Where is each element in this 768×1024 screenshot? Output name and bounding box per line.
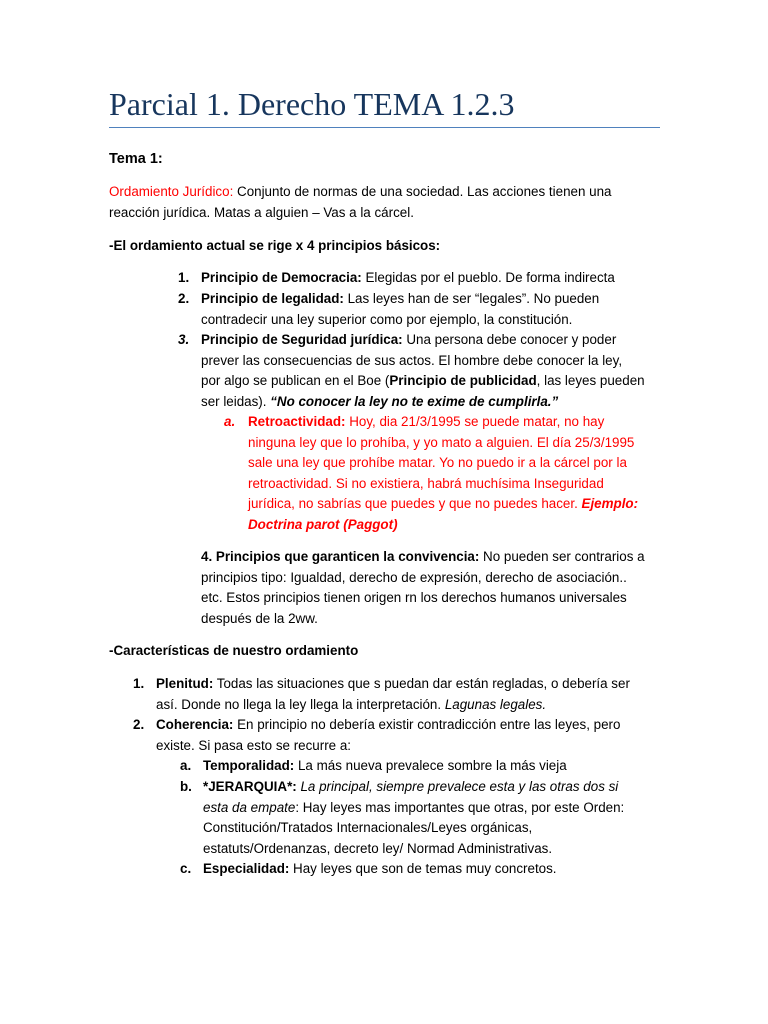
principio-term: Principio de legalidad:: [201, 291, 344, 306]
plenitud-term: Plenitud:: [156, 676, 214, 691]
principio-text: por algo se publican en el Boe (: [201, 373, 390, 389]
list-item: [201, 289, 599, 330]
coherencia-text: existe. Si pasa esto se recurre a:: [156, 737, 352, 753]
list-item: [203, 859, 557, 880]
list-item: [203, 756, 567, 777]
principio-text: Las leyes han de ser “legales”. No pueden: [343, 291, 600, 306]
jerarquia-term: *JERARQUIA*:: [203, 779, 297, 794]
retro-text: sale una ley que prohíbe matar. Yo no puedo ir a la cárcel por la: [248, 455, 627, 471]
principio-text: Una persona debe conocer y poder: [402, 332, 617, 347]
retro-text: ninguna ley que lo prohíba, y yo mato a alguien. El día 25/3/1995: [248, 434, 635, 450]
retro-text: jurídica, no sabrías que puedes y que no puedes hacer.: [248, 496, 582, 512]
list-item: [201, 268, 615, 289]
principios-heading: -El ordamiento actual se rige x 4 principios básicos:: [109, 238, 441, 253]
sub-text: La más nueva prevalece sombre la más vieja: [294, 758, 567, 773]
retroactividad-item: [248, 412, 638, 536]
coherencia-term: Coherencia:: [156, 717, 234, 732]
principio-term: Principio de Democracia:: [201, 270, 362, 285]
principio-term: Principio de Seguridad jurídica:: [201, 332, 403, 347]
ejemplo-label: Ejemplo:: [581, 496, 639, 512]
ordenamiento-term: Ordamiento Jurídico:: [109, 184, 234, 199]
plenitud-text: así. Donde no llega la ley llega la interpretación.: [156, 696, 445, 712]
sub-text: esta da empate: [203, 799, 296, 815]
list-number: 2.: [133, 717, 145, 732]
list-number: 1.: [178, 270, 190, 285]
sub-text: estatuts/Ordenanzas, decreto ley/ Normad Administrativas.: [203, 840, 553, 856]
list-item: [203, 777, 624, 859]
coherencia-text: En principio no debería existir contradicción entre las leyes, pero: [233, 717, 621, 732]
principio-term: 4. Principios que garanticen la convivencia:: [201, 549, 480, 564]
principio-text: después de la 2ww.: [201, 610, 318, 626]
principio-text: No pueden ser contrarios a: [479, 549, 645, 564]
plenitud-text: Todas las situaciones que s puedan dar están regladas, o debería ser: [213, 676, 630, 691]
list-number: 2.: [178, 291, 190, 306]
title-rule: [109, 127, 660, 128]
list-item: [156, 715, 620, 756]
list-letter: a.: [224, 414, 236, 429]
list-item: [156, 674, 630, 715]
retroactividad-term: Retroactividad:: [248, 414, 346, 429]
lagunas-text: Lagunas legales.: [444, 696, 547, 712]
section-heading-tema1: Tema 1:: [109, 151, 163, 167]
sub-text: Constitución/Tratados Internacionales/Leyes orgánicas,: [203, 820, 533, 836]
principio-text: Elegidas por el pueblo. De forma indirecta: [361, 270, 615, 285]
principio-text: etc. Estos principios tienen origen rn los derechos humanos universales: [201, 590, 627, 606]
quote-text: “No conocer la ley no te exime de cumplirla.”: [270, 393, 559, 409]
ordenamiento-text-2: reacción jurídica. Matas a alguien – Vas a la cárcel.: [109, 204, 414, 220]
especialidad-term: Especialidad:: [203, 861, 290, 876]
retro-text: retroactividad. Si no existiera, habrá muchísima Inseguridad: [248, 475, 604, 491]
caracteristicas-heading: -Características de nuestro ordamiento: [109, 643, 359, 658]
ordenamiento-text-1: Conjunto de normas de una sociedad. Las acciones tienen una: [233, 184, 612, 199]
list-number: 1.: [133, 676, 145, 691]
principio-4-item: [201, 547, 645, 629]
list-letter: c.: [180, 861, 192, 876]
principio-text: prever las consecuencias de sus actos. El hombre debe conocer la ley,: [201, 352, 623, 368]
ejemplo-text: Doctrina parot (Paggot): [248, 516, 398, 532]
temporalidad-term: Temporalidad:: [203, 758, 295, 773]
retro-text: Hoy, dia 21/3/1995 se puede matar, no hay: [345, 414, 605, 429]
list-number: 3.: [178, 332, 190, 347]
publicidad-term: Principio de publicidad: [389, 373, 537, 389]
list-letter: b.: [180, 779, 192, 794]
list-item: [201, 330, 645, 412]
sub-text: : Hay leyes mas importantes que otras, por este Orden:: [295, 799, 625, 815]
principio-text: , las leyes pueden: [536, 373, 645, 389]
sub-text: Hay leyes que son de temas muy concretos.: [289, 861, 557, 876]
list-letter: a.: [180, 758, 192, 773]
principio-text: principios tipo: Igualdad, derecho de expresión, derecho de asociación..: [201, 569, 627, 585]
principio-text: ser leidas).: [201, 393, 271, 409]
ordenamiento-paragraph: [109, 182, 611, 223]
principio-text: contradecir una ley superior como por ejemplo, la constitución.: [201, 311, 573, 327]
page-title: Parcial 1. Derecho TEMA 1.2.3: [109, 86, 515, 122]
sub-text: La principal, siempre prevalece esta y las otras dos si: [296, 779, 619, 794]
